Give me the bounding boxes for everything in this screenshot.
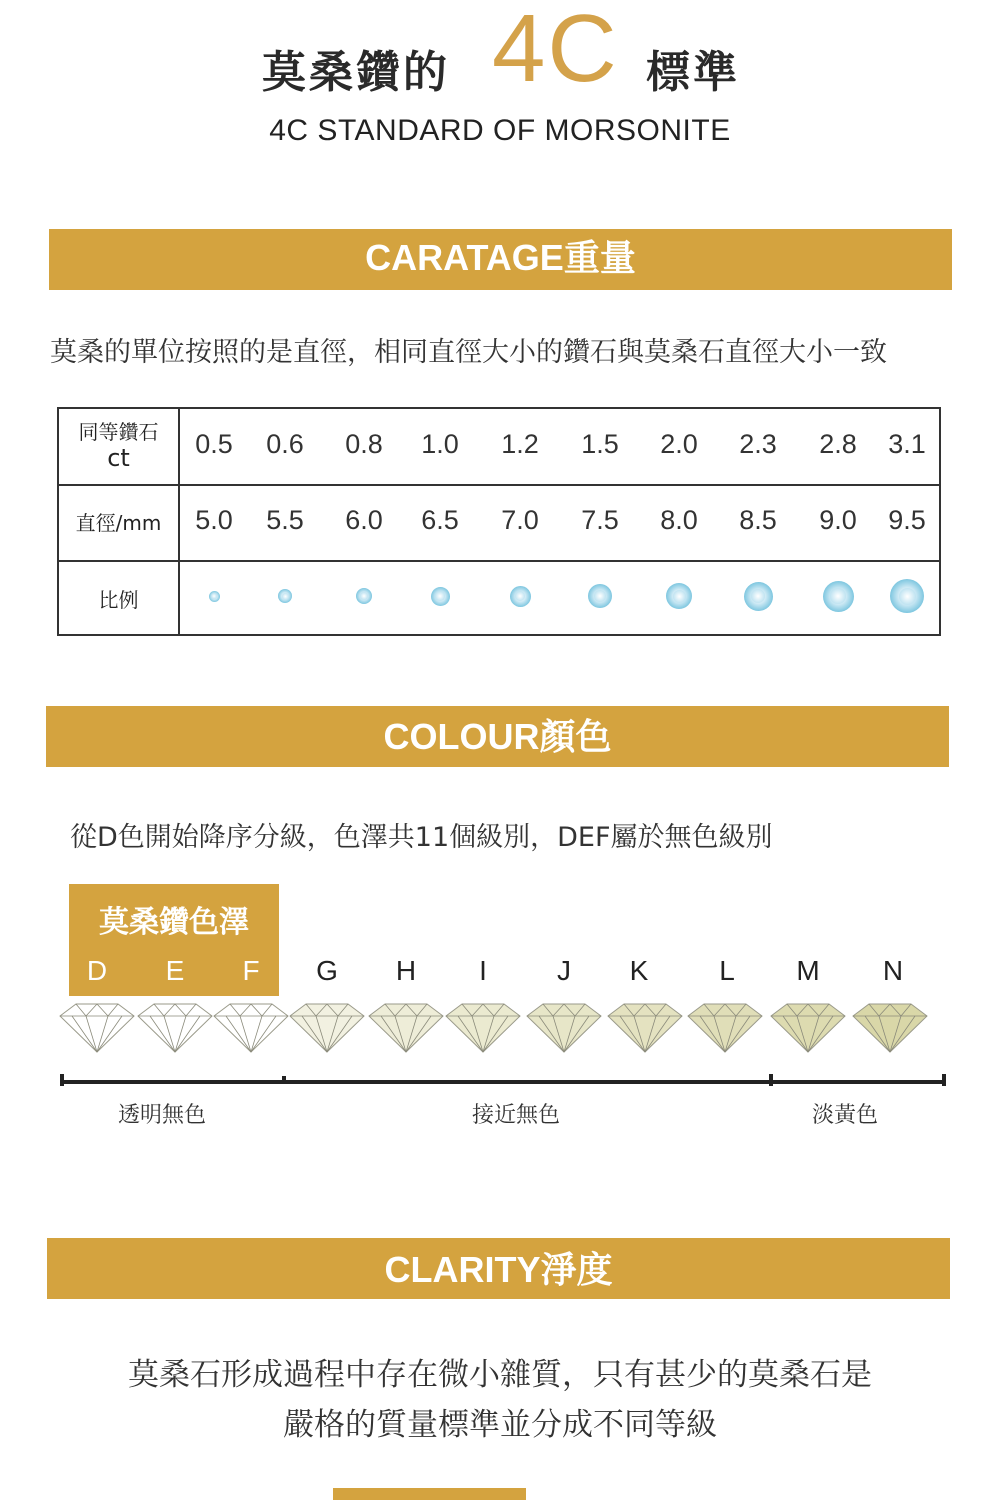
row-label-diameter: 直徑/mm [75,511,162,535]
clarity-bar: CLARITY淨度 [47,1238,950,1299]
diamond-icon [58,1000,136,1054]
diameter-cell: 7.5 [581,505,619,535]
scale-label-faint-yellow: 淡黃色 [812,1103,879,1128]
colour-grade-n: N [882,955,904,986]
colour-grade-i: I [479,955,487,986]
diamond-scale-icon [356,588,372,604]
diamond-scale-icon [890,579,924,613]
carat-cell: 2.3 [739,429,777,459]
table-divider [59,484,939,486]
diamond-icon [769,1000,847,1054]
diamond-icon [444,1000,522,1054]
diamond-scale-icon [666,583,692,609]
diameter-cell: 7.0 [501,505,539,535]
title-4c: 4C [492,0,619,102]
diameter-cell: 6.5 [421,505,459,535]
diamond-scale-icon [278,589,292,603]
carat-cell: 2.0 [660,429,698,459]
title-right: 標準 [646,47,740,98]
diamond-icon [525,1000,603,1054]
colour-scale-line [60,1080,946,1084]
clarity-description-line2: 嚴格的質量標準並分成不同等級 [283,1407,717,1443]
diameter-cell: 8.0 [660,505,698,535]
colour-grade-d: D [86,955,108,986]
diameter-cell: 8.5 [739,505,777,535]
carat-cell: 1.2 [501,429,539,459]
colour-grade-j: J [557,955,571,986]
diameter-cell: 9.0 [819,505,857,535]
diamond-icon [288,1000,366,1054]
subtitle: 4C STANDARD OF MORSONITE [269,114,731,147]
colour-grade-g: G [316,955,338,986]
clarity-description [0,1350,1000,1450]
carat-cell: 0.5 [195,429,233,459]
diamond-scale-icon [209,591,220,602]
colour-grade-k: K [629,955,649,986]
diamond-scale-icon [510,586,531,607]
colour-grade-h: H [395,955,417,986]
diamond-scale-icon [588,584,612,608]
scale-tick [942,1074,946,1086]
diamond-icon [136,1000,214,1054]
carat-cell: 0.6 [266,429,304,459]
caratage-description: 莫桑的單位按照的是直徑，相同直徑大小的鑽石與莫桑石直徑大小一致 [50,337,887,368]
scale-tick [60,1074,64,1086]
colour-grade-e: E [165,955,185,986]
colour-bar: COLOUR顏色 [46,706,949,767]
diameter-cell: 5.5 [266,505,304,535]
diamond-scale-icon [823,581,854,612]
scale-tick [769,1074,773,1086]
scale-label-colorless: 透明無色 [118,1103,207,1128]
table-divider [59,560,939,562]
clarity-description-line1: 莫桑石形成過程中存在微小雜質，只有甚少的莫桑石是 [128,1357,872,1393]
colour-grade-m: M [796,955,820,986]
diamond-icon [606,1000,684,1054]
carat-cell: 3.1 [888,429,926,459]
row-label-carat-line2: ct [107,444,130,472]
carat-cell: 0.8 [345,429,383,459]
scale-tick [282,1076,286,1084]
diamond-scale-icon [744,582,773,611]
row-label-carat [59,419,178,471]
row-label-carat-line1: 同等鑽石 [78,420,159,444]
row-label-ratio: 比例 [98,588,139,612]
carat-cell: 2.8 [819,429,857,459]
diameter-cell: 6.0 [345,505,383,535]
carat-cell: 1.5 [581,429,619,459]
title-left: 莫桑鑽的 [262,47,450,98]
carat-table [57,407,941,636]
next-section-bar [333,1488,526,1500]
diamond-icon [212,1000,290,1054]
diameter-cell: 9.5 [888,505,926,535]
carat-cell: 1.0 [421,429,459,459]
scale-label-near-colorless: 接近無色 [472,1103,561,1128]
diamond-icon [367,1000,445,1054]
diamond-icon [851,1000,929,1054]
colour-grade-f: F [242,955,260,986]
diameter-cell: 5.0 [195,505,233,535]
colour-description: 從D色開始降序分級，色澤共11個級別，DEF屬於無色級別 [70,822,773,853]
colour-grade-l: L [719,955,735,986]
colour-box-title: 莫桑鑽色澤 [99,905,249,940]
diamond-icon [686,1000,764,1054]
caratage-bar: CARATAGE重量 [49,229,952,290]
diamond-scale-icon [431,587,450,606]
